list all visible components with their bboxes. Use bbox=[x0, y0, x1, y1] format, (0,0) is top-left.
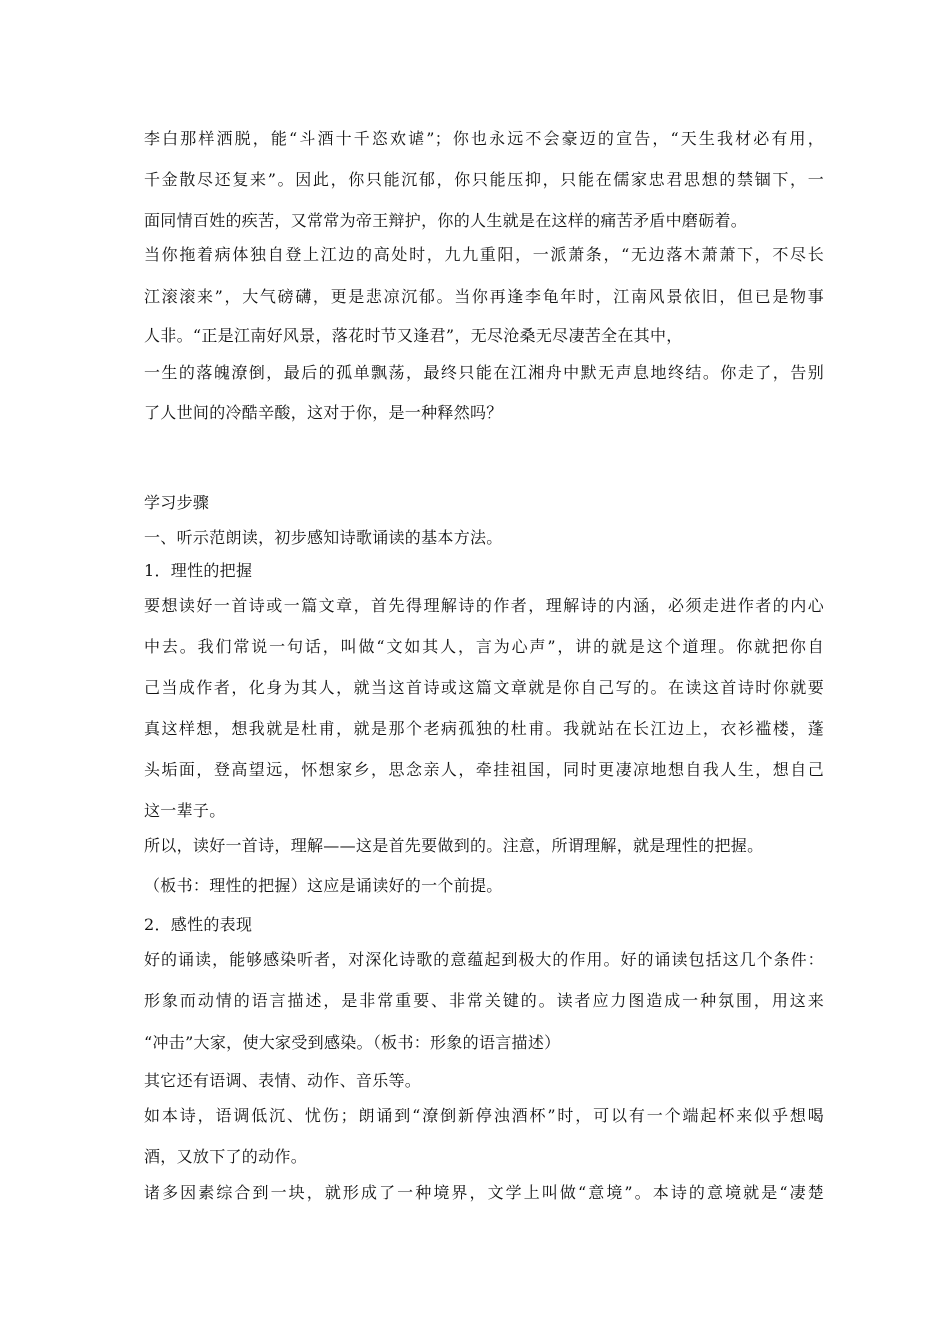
sub-1-line-8: （板书：理性的把握）这应是诵读好的一个前提。 bbox=[144, 876, 503, 895]
sub-1-line-3: 己当成作者，化身为其人，就当这首诗或这篇文章就是你自己写的。在读这首诗时你就要 bbox=[144, 678, 824, 697]
intro-line-8: 了人世间的冷酷辛酸，这对于你，是一种释然吗？ bbox=[144, 403, 503, 422]
sub-2-line-1: 好的诵读，能够感染听者，对深化诗歌的意蕴起到极大的作用。好的诵读包括这几个条件： bbox=[144, 950, 824, 969]
sub-1-title: 1．理性的把握 bbox=[144, 561, 253, 580]
intro-line-4: 当你拖着病体独自登上江边的高处时，九九重阳，一派萧条，“无边落木萧萧下，不尽长 bbox=[144, 245, 824, 264]
sub-1-line-4: 真这样想，想我就是杜甫，就是那个老病孤独的杜甫。我就站在长江边上，衣衫褴楼，蓬 bbox=[144, 719, 824, 738]
intro-line-5: 江滚滚来”，大气磅礴，更是悲凉沉郁。当你再逢李龟年时，江南风景依旧，但已是物事 bbox=[144, 287, 824, 306]
intro-line-3: 面同情百姓的疾苦，又常常为帝王辩护，你的人生就是在这样的痛苦矛盾中磨砺着。 bbox=[144, 211, 748, 230]
sub-2-title: 2．感性的表现 bbox=[144, 915, 253, 934]
sub-1-line-7: 所以，读好一首诗，理解——这是首先要做到的。注意，所谓理解，就是理性的把握。 bbox=[144, 836, 764, 855]
step-1-title: 一、听示范朗读，初步感知诗歌诵读的基本方法。 bbox=[144, 528, 503, 547]
sub-2-line-5: 如本诗，语调低沉、忧伤；朗诵到“潦倒新停浊酒杯”时，可以有一个端起杯来似乎想喝 bbox=[144, 1106, 824, 1125]
section-heading: 学习步骤 bbox=[144, 493, 210, 512]
intro-line-7: 一生的落魄潦倒，最后的孤单飘荡，最终只能在江湘舟中默无声息地终结。你走了，告别 bbox=[144, 363, 824, 382]
intro-line-2: 千金散尽还复来”。因此，你只能沉郁，你只能压抑，只能在儒家忠君思想的禁锢下，一 bbox=[144, 170, 824, 189]
sub-1-line-2: 中去。我们常说一句话，叫做“文如其人，言为心声”，讲的就是这个道理。你就把你自 bbox=[144, 637, 824, 656]
sub-2-line-4: 其它还有语调、表情、动作、音乐等。 bbox=[144, 1071, 422, 1090]
intro-line-6: 人非。“正是江南好风景，落花时节又逢君”，无尽沧桑无尽凄苦全在其中， bbox=[144, 326, 683, 345]
sub-1-line-1: 要想读好一首诗或一篇文章，首先得理解诗的作者，理解诗的内涵，必须走进作者的内心 bbox=[144, 596, 824, 615]
intro-line-1: 李白那样洒脱，能“斗酒十千恣欢谑”；你也永远不会豪迈的宣告，“天生我材必有用， bbox=[144, 129, 824, 148]
sub-1-line-5: 头垢面，登高望远，怀想家乡，思念亲人，牵挂祖国，同时更凄凉地想自我人生，想自己 bbox=[144, 760, 824, 779]
sub-1-line-6: 这一辈子。 bbox=[144, 801, 226, 820]
sub-2-line-6: 酒，又放下了的动作。 bbox=[144, 1147, 308, 1166]
sub-2-line-2: 形象而动情的语言描述，是非常重要、非常关键的。读者应力图造成一种氛围，用这来 bbox=[144, 991, 824, 1010]
sub-2-line-3: “冲击”大家，使大家受到感染。（板书：形象的语言描述） bbox=[144, 1033, 561, 1052]
sub-2-line-7: 诸多因素综合到一块，就形成了一种境界，文学上叫做“意境”。本诗的意境就是“凄楚 bbox=[144, 1183, 824, 1202]
